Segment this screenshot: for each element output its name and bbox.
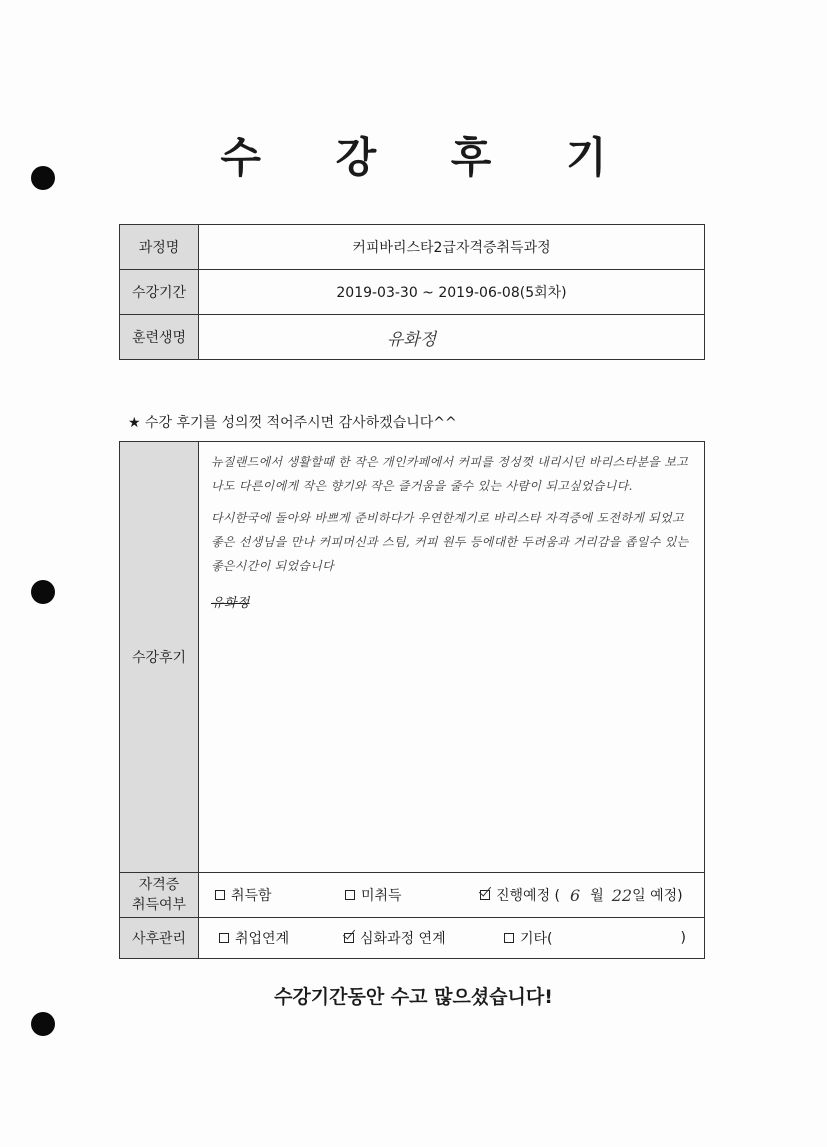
trainee-name-handwritten: 유화정 [386, 329, 437, 350]
period-value: 2019-03-30 ~ 2019-06-08(5회차) [199, 270, 705, 315]
checkbox-advanced-checked[interactable] [344, 933, 354, 943]
checkbox-in-progress-checked[interactable] [480, 890, 490, 900]
checkbox-employment[interactable] [219, 933, 229, 943]
checkbox-acquired[interactable] [215, 890, 225, 900]
crossed-out-signature: 유화정 [211, 596, 250, 611]
exam-day-handwritten: 22 [611, 885, 633, 905]
page-title: 수 강 후 기 [220, 133, 637, 182]
checkbox-other[interactable] [504, 933, 514, 943]
aftercare-options [199, 928, 704, 948]
instruction-note: ★ 수강 후기를 성의껏 적어주시면 감사하겠습니다^^ [128, 415, 457, 431]
option-in-progress[interactable] [480, 885, 683, 905]
trainee-name-cell [199, 315, 705, 360]
review-label: 수강후기 [120, 442, 199, 873]
trainee-row [120, 315, 705, 360]
punch-hole-middle [31, 580, 55, 604]
option-other-close: ) [680, 930, 686, 946]
option-other[interactable] [504, 928, 686, 948]
review-table [119, 441, 705, 959]
option-acquired-label: 취득함 [231, 888, 272, 904]
aftercare-label: 사후관리 [120, 918, 199, 959]
period-row [120, 270, 705, 315]
option-in-progress-label: 진행예정 ( [496, 888, 561, 904]
option-not-acquired-label: 미취득 [361, 888, 402, 904]
review-content-cell [199, 442, 705, 873]
course-label: 과정명 [120, 225, 199, 270]
option-other-label: 기타( [520, 931, 553, 947]
option-employment-label: 취업연계 [235, 931, 290, 947]
period-label: 수강기간 [120, 270, 199, 315]
option-advanced-label: 심화과정 연계 [360, 931, 446, 947]
certificate-row [120, 873, 705, 918]
course-value: 커피바리스타2급자격증취득과정 [199, 225, 705, 270]
certificate-label-line1: 자격증 [138, 877, 180, 893]
day-suffix-label: 일 예정) [632, 888, 683, 904]
review-handwriting [199, 442, 704, 616]
review-row [120, 442, 705, 873]
checkbox-not-acquired[interactable] [345, 890, 355, 900]
aftercare-row [120, 918, 705, 959]
course-row [120, 225, 705, 270]
option-not-acquired[interactable] [345, 885, 480, 905]
option-employment[interactable] [219, 928, 344, 948]
exam-month-handwritten: 6 [570, 885, 581, 905]
option-acquired[interactable] [215, 885, 345, 905]
option-advanced[interactable] [344, 928, 504, 948]
certificate-options-cell [199, 873, 705, 918]
certificate-options [199, 885, 704, 905]
certificate-label-line2: 취득여부 [131, 897, 187, 913]
punch-hole-bottom [31, 1012, 55, 1036]
closing-message: 수강기간동안 수고 많으셨습니다! [274, 986, 553, 1008]
aftercare-options-cell [199, 918, 705, 959]
review-paragraph-2: 다시한국에 돌아와 바쁘게 준비하다가 우연한계기로 바리스타 자격증에 도전하게 되었고 좋은 선생님을 만나 커피머신과 스팀, 커피 원두 등에대한 두려움과 거리감을 좁일수 있는 좋은시간이 되었습니다 [211, 511, 689, 573]
trainee-label: 훈련생명 [120, 315, 199, 360]
review-paragraph-1: 뉴질랜드에서 생활할때 한 작은 개인카페에서 커피를 정성껏 내리시던 바리스타분을 보고 나도 다른이에게 작은 향기와 작은 즐거움을 줄수 있는 사람이 되고싶었습니다. [211, 455, 689, 493]
month-unit-label: 월 [590, 888, 604, 904]
course-info-table [119, 224, 705, 360]
certificate-label [120, 873, 199, 918]
